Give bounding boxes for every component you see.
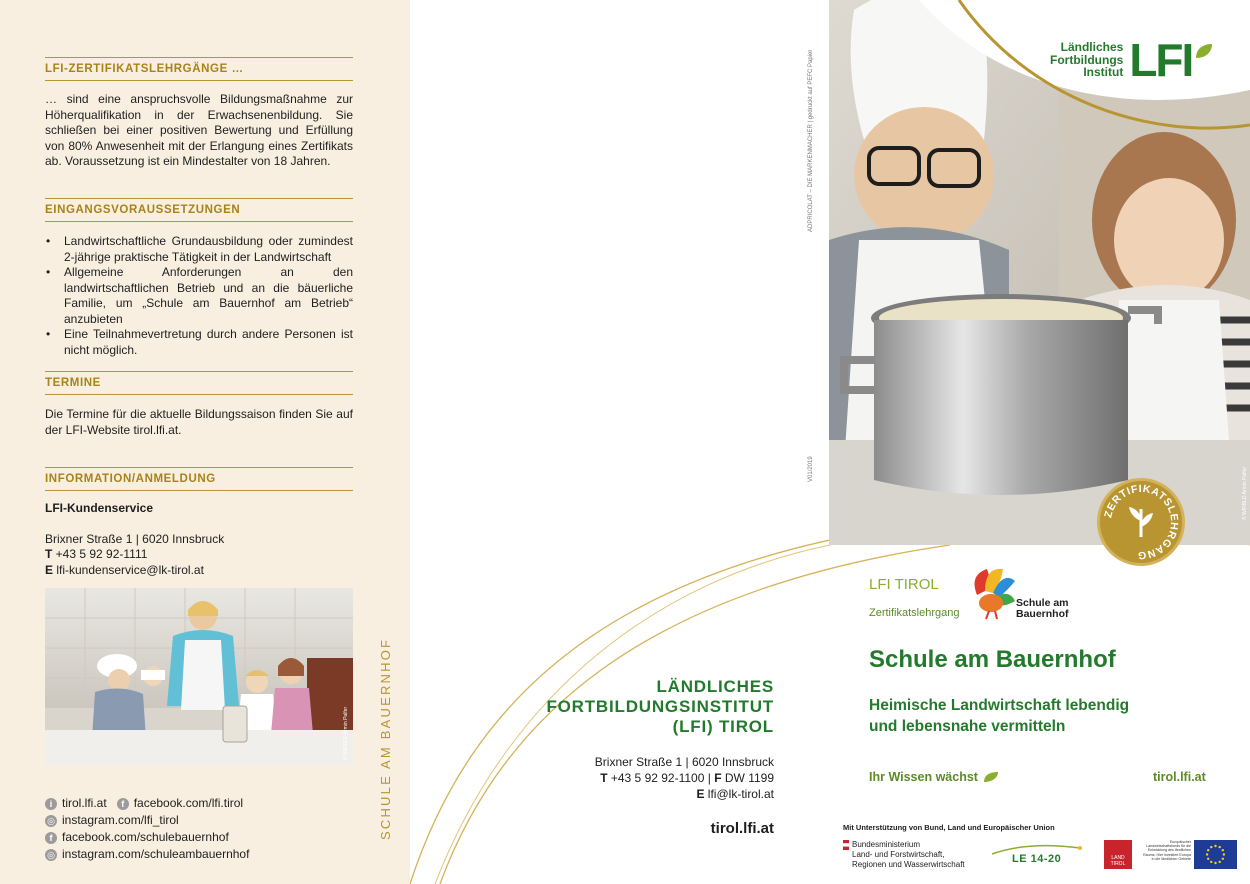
ministry-line: Regionen und Wasserwirtschaft <box>852 860 965 869</box>
social-row <box>45 795 249 812</box>
social-row <box>45 829 249 846</box>
logo-word: Institut <box>1083 65 1124 80</box>
facebook-icon: f <box>117 798 129 810</box>
info-icon: i <box>45 798 57 810</box>
lfi-logo-words <box>1050 41 1123 79</box>
school-on-farm-logo-text <box>1016 598 1069 620</box>
intro-text: … sind eine anspruchsvolle Bildungsmaßnahme zur Höherqualifikation in der Erwachsenenbildung. Sie schließen bei einer positiven Bewertung und Erfüllung von 80% Anwesenheit mit der Erlangung eines Zertifikats ab. Voraussetzung ist ein Mindestalter von 18 Jahren. <box>45 92 353 168</box>
section-heading-requirements: EINGANGSVORAUSSETZUNGEN <box>45 198 353 222</box>
email-address[interactable]: lfi@lk-tirol.at <box>704 787 774 801</box>
social-link[interactable]: instagram.com/lfi_tirol <box>62 813 179 827</box>
badge-text: ZERTIFIKATSLEHRGANG <box>1102 482 1181 562</box>
austria-flag-icon <box>843 840 849 850</box>
certificate-badge-graphic <box>1100 481 1182 563</box>
logo-word: Fortbildungs <box>1050 52 1124 67</box>
rooster-logo-icon <box>967 565 1017 620</box>
certificate-badge <box>1097 478 1185 566</box>
section-heading-info: INFORMATION/ANMELDUNG <box>45 467 353 491</box>
slogan <box>869 770 999 784</box>
social-row <box>45 846 249 863</box>
eu-flag-icon <box>1194 840 1237 869</box>
vertical-title: SCHULE AM BAUERNHOF <box>378 637 393 840</box>
contact-email <box>45 563 204 579</box>
instagram-icon: ◎ <box>45 815 57 827</box>
photo-credit-right: © WIRBLD Armin Palfer <box>1242 466 1248 520</box>
logo-line: Schule am <box>1016 597 1069 609</box>
fax-label: F <box>714 771 722 785</box>
social-link[interactable]: tirol.lfi.at <box>62 796 107 810</box>
contact-phone <box>45 547 147 563</box>
eu-stars <box>1194 840 1237 869</box>
website-link[interactable]: tirol.lfi.at <box>710 820 774 837</box>
photo-credit-left: © WIRBLD Armin Palfer <box>343 706 349 760</box>
section-heading-certificates: LFI-ZERTIFIKATSLEHRGÄNGE … <box>45 57 353 81</box>
support-text: Mit Unterstützung von Bund, Land und Europäischer Union <box>843 823 1055 832</box>
social-row <box>45 812 249 829</box>
lfi-tirol-label: LFI TIROL <box>869 576 939 593</box>
section-heading-dates: TERMINE <box>45 371 353 395</box>
leaf-icon <box>1194 42 1214 60</box>
list-item: • Eine Teilnahmevertretung durch andere Personen ist nicht möglich. <box>45 327 353 358</box>
phone-number: +43 5 92 92-1100 | <box>607 771 715 785</box>
contact-address: Brixner Straße 1 | 6020 Innsbruck <box>45 532 225 546</box>
email-label: E <box>696 787 705 801</box>
institute-line: (LFI) TIROL <box>672 717 774 736</box>
page-title: Schule am Bauernhof <box>869 646 1116 673</box>
list-item: • Landwirtschaftliche Grundausbildung oder zumindest 2-jährige praktische Tätigkeit in der Landwirtschaft <box>45 234 353 265</box>
requirements-list <box>45 234 353 358</box>
kitchen-photo-image <box>45 588 353 766</box>
email-address[interactable]: lfi-kundenservice@lk-tirol.at <box>53 563 204 577</box>
social-link[interactable]: facebook.com/schulebauernhof <box>62 830 229 844</box>
social-link[interactable]: facebook.com/lfi.tirol <box>133 796 244 810</box>
ministry-text <box>852 840 965 870</box>
subtitle-line: und lebensnahe vermitteln <box>869 718 1066 735</box>
fax-number: DW 1199 <box>721 771 774 785</box>
ministry-logo <box>843 840 965 870</box>
ministry-line: Land- und Forstwirtschaft, <box>852 850 945 859</box>
subtitle-line: Heimische Landwirtschaft lebendig <box>869 697 1130 714</box>
address-line: Brixner Straße 1 | 6020 Innsbruck <box>594 755 774 769</box>
land-tirol-logo: LAND TIROL <box>1104 840 1132 869</box>
email-label: E <box>45 563 54 577</box>
phone-label: T <box>45 547 53 561</box>
print-note: ADPRICOLAT – DIE MARKENMACHER | gedruckt auf PEFC Papier <box>808 49 814 232</box>
social-links <box>45 795 249 863</box>
slogan-text: Ihr Wissen wächst <box>869 770 978 784</box>
list-item: • Allgemeine Anforderungen an den landwirtschaftlichen Betrieb und an die bäuerliche Familie, um „Schule am Bauernhof am Betrieb“ anzubieten <box>45 265 353 327</box>
lfi-logo-mark: LFI <box>1129 34 1193 86</box>
social-link[interactable]: instagram.com/schuleambauernhof <box>62 847 250 861</box>
facebook-icon: f <box>45 832 57 844</box>
eu-fund-text: Europäischer Landwirtschaftsfonds für die Entwicklung des ländlichen Raums: Hier investiert Europa in die ländlichen Gebiete <box>1143 840 1191 861</box>
phone-number: +43 5 92 92-1111 <box>52 547 148 561</box>
institute-line: LÄNDLICHES <box>656 677 774 696</box>
email-line <box>595 786 774 802</box>
institute-address <box>595 754 774 802</box>
dates-text: Die Termine für die aktuelle Bildungssaison finden Sie auf der LFI-Website tirol.lfi.at. <box>45 407 353 437</box>
institute-name <box>546 677 774 737</box>
instagram-icon: ◎ <box>45 849 57 861</box>
contact-name: LFI-Kundenservice <box>45 501 154 515</box>
certificate-course-label: Zertifikatslehrgang <box>869 607 960 619</box>
logo-word: Ländliches <box>1060 40 1124 55</box>
lfi-logo <box>1050 34 1214 86</box>
leaf-icon <box>983 771 999 783</box>
logo-line: Bauernhof <box>1016 608 1069 620</box>
version-note: V01/2019 <box>808 456 814 482</box>
institute-line: FORTBILDUNGSINSTITUT <box>546 697 774 716</box>
website-link[interactable]: tirol.lfi.at <box>1153 770 1206 784</box>
kitchen-photo <box>45 588 353 766</box>
phone-fax-line <box>595 770 774 786</box>
ministry-line: Bundesministerium <box>852 840 921 849</box>
phone-label: T <box>600 771 608 785</box>
subtitle <box>869 695 1129 737</box>
le-14-20-logo: LE 14-20 <box>1012 853 1062 865</box>
